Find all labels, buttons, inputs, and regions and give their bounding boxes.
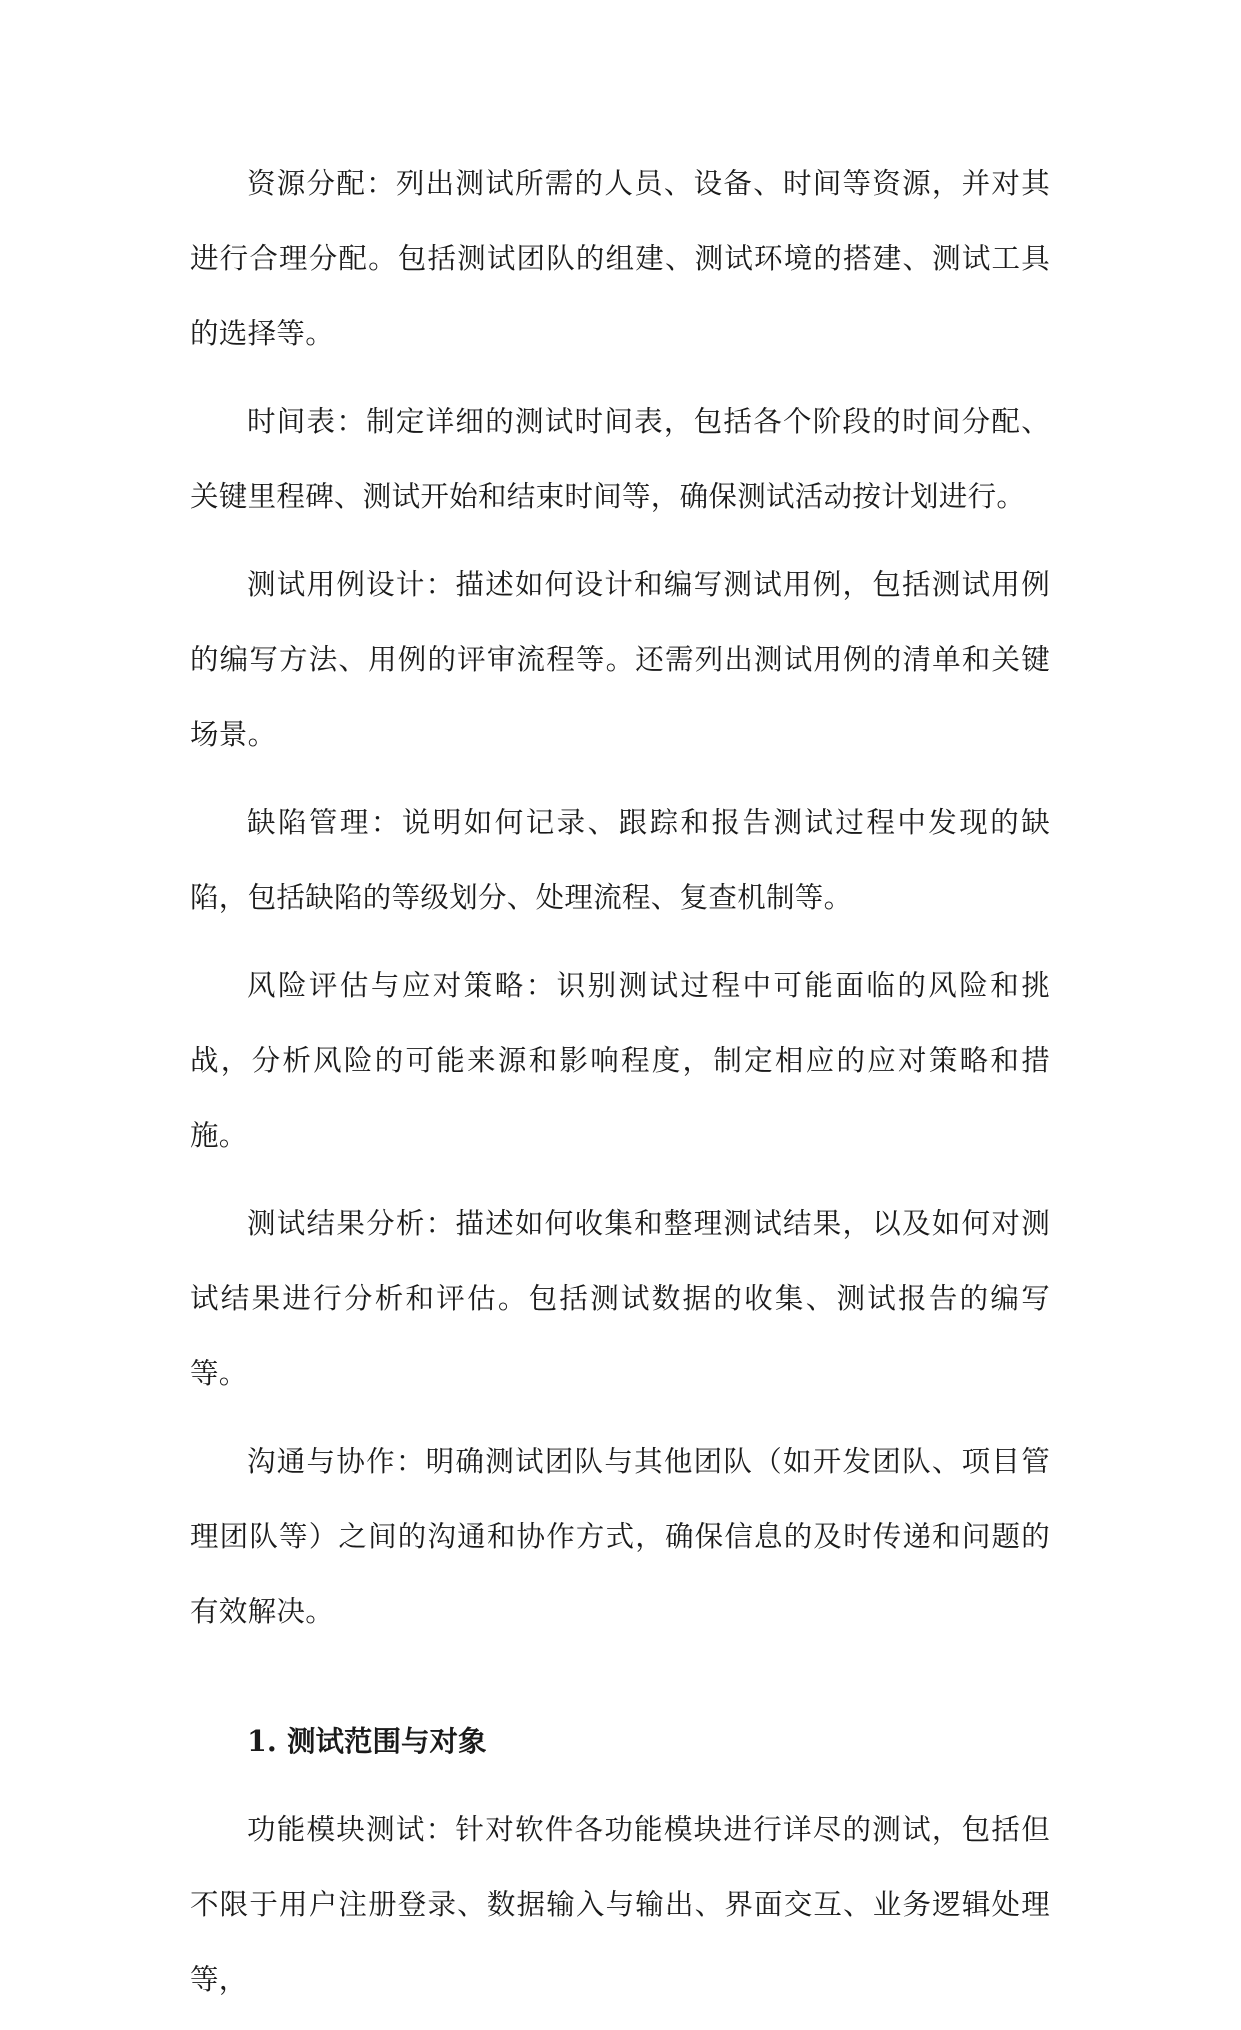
paragraph-resource-allocation: 资源分配：列出测试所需的人员、设备、时间等资源，并对其进行合理分配。包括测试团队的组建、测试环境的搭建、测试工具的选择等。: [190, 167, 1050, 350]
paragraph-functional-module-testing: 功能模块测试：针对软件各功能模块进行详尽的测试，包括但不限于用户注册登录、数据输入与输出、界面交互、业务逻辑处理等，: [190, 1813, 1050, 1996]
section-title: 测试范围与对象: [287, 1724, 487, 1758]
paragraph-result-analysis: 测试结果分析：描述如何收集和整理测试结果，以及如何对测试结果进行分析和评估。包括测试数据的收集、测试报告的编写等。: [190, 1207, 1050, 1390]
paragraph-risk-assessment: 风险评估与应对策略：识别测试过程中可能面临的风险和挑战，分析风险的可能来源和影响程度，制定相应的应对策略和措施。: [190, 969, 1050, 1152]
paragraph-schedule: 时间表：制定详细的测试时间表，包括各个阶段的时间分配、关键里程碑、测试开始和结束时间等，确保测试活动按计划进行。: [190, 405, 1050, 513]
section-heading: [190, 1704, 1050, 1779]
paragraph-communication: 沟通与协作：明确测试团队与其他团队（如开发团队、项目管理团队等）之间的沟通和协作方式，确保信息的及时传递和问题的有效解决。: [190, 1445, 1050, 1628]
document-body: [190, 146, 1050, 2030]
section-number: 1.: [247, 1724, 277, 1758]
paragraph-test-case-design: 测试用例设计：描述如何设计和编写测试用例，包括测试用例的编写方法、用例的评审流程等。还需列出测试用例的清单和关键场景。: [190, 568, 1050, 751]
paragraph-defect-management: 缺陷管理：说明如何记录、跟踪和报告测试过程中发现的缺陷，包括缺陷的等级划分、处理流程、复查机制等。: [190, 806, 1050, 914]
